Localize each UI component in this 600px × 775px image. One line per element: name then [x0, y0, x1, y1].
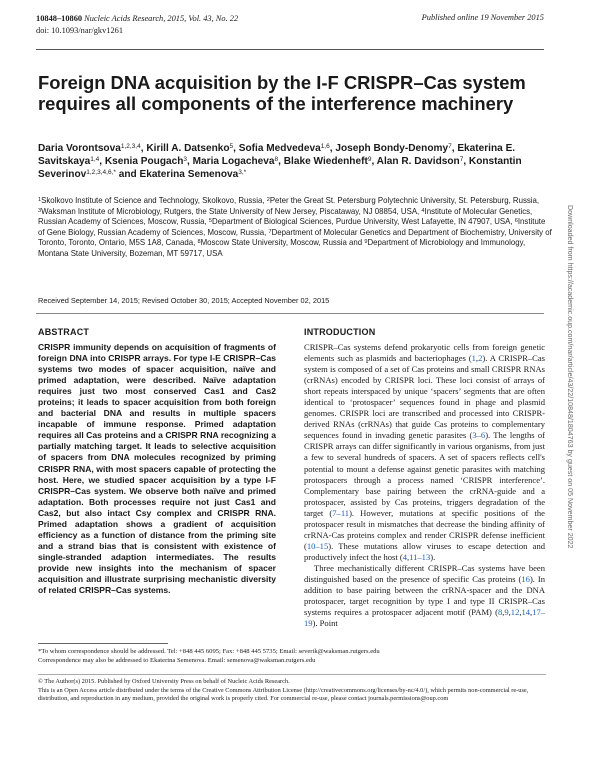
- text-run: ,: [407, 551, 410, 562]
- author-name: Maria Logacheva: [192, 156, 275, 168]
- affiliations: [38, 196, 553, 260]
- author-affiliation-marker: 1,2,3,4,6,*: [86, 169, 116, 177]
- received-dates: Received September 14, 2015; Revised October 30, 2015; Accepted November 02, 2015: [38, 296, 330, 305]
- author-name: Ekaterina Semenova: [139, 169, 239, 181]
- text-run: ,: [519, 607, 522, 618]
- copyright-line: © The Author(s) 2015. Published by Oxford University Press on behalf of Nucleic Acids Research.: [38, 678, 290, 685]
- author-separator: and: [115, 169, 140, 181]
- page-range: 10848–10860: [36, 14, 83, 23]
- introduction-text: [304, 342, 545, 629]
- affiliation-text: Department of Microbiology and Immunology, Montana State University, Bozeman, MT 59717, USA: [38, 238, 526, 258]
- article-title: Foreign DNA acquisition by the I-F CRISPR–Cas system requires all components of the interference machinery: [38, 72, 526, 114]
- affiliation-number: 6: [514, 218, 518, 225]
- affiliation-text: Waksman Institute of Microbiology, Rutgers, the State University of New Jersey, Piscataway, NJ 08854, USA,: [41, 206, 422, 216]
- reference-link[interactable]: 3–6: [472, 430, 486, 441]
- author-affiliation-marker: 9: [367, 156, 372, 164]
- text-run: Three mechanistically different CRISPR–Cas systems have been distinguished based on the presence of specific Cas proteins (: [304, 562, 545, 584]
- author-name: Joseph Bondy-Denomy: [335, 143, 449, 154]
- affiliation-text: Department of Molecular Genetics and Department of Biochemistry, University of Toronto, Toronto, Ontario, M5S 1A8, Canada,: [38, 227, 552, 248]
- text-run: ,: [502, 607, 505, 618]
- reference-link[interactable]: 11–13: [409, 551, 431, 562]
- author-separator: ,: [233, 143, 239, 154]
- text-run: ). In addition to base pairing between the crRNA-spacer and the DNA protospacer, target recognition by type I and type II CRISPR–Cas systems requires a protospacer adjacent motif (PAM) (: [304, 573, 545, 618]
- reference-link[interactable]: 12: [510, 607, 520, 618]
- affiliation-number: 5: [208, 218, 213, 225]
- text-run: ,: [508, 607, 511, 618]
- author-affiliation-marker: 1,6: [320, 143, 330, 150]
- reference-link[interactable]: 1: [471, 353, 476, 364]
- author-name: Kirill A. Datsenko: [146, 143, 230, 154]
- reference-link[interactable]: 17–19: [304, 607, 545, 629]
- copyright-divider: [38, 674, 546, 675]
- author-separator: ,: [99, 156, 105, 168]
- affiliation-text: Institute of Molecular Genetics, Russian Academy of Sciences, Moscow, Russia,: [38, 206, 533, 227]
- affiliation-text: Moscow State University, Moscow, Russia and: [200, 238, 365, 248]
- journal-citation: Nucleic Acids Research, 2015, Vol. 43, No. 22: [84, 14, 239, 23]
- author-name: Sofia Medvedeva: [238, 143, 321, 154]
- text-run: ,: [530, 607, 533, 618]
- affiliation-number: 3: [38, 207, 42, 214]
- abstract-text: CRISPR immunity depends on acquisition of fragments of foreign DNA into CRISPR arrays. For type I-E CRISPR–Cas systems two modes of spacer acquisition, naïve and primed adaptation, were described. Naïve adaptation requires just two most conserved Cas1 and Cas2 proteins; it leads to spacer acquisition from both foreign and bacterial DNA and results in multiple spacers incapable of immune response. Primed adaptation requires all Cas proteins and a CRISPR RNA recognizing a partially matching target. It leads to selective acquisition of spacers from DNA molecules recognized by priming CRISPR RNA, with most spacers capable of protecting the host. Here, we studied spacer acquisition by a type I-F CRISPR–Cas system. We observe both naïve and primed adaptation. Both processes require not just Cas1 and Cas2, but also intact Csy complex and CRISPR RNA. Primed adaptation shows a gradient of acquisition efficiency as a function of distance from the priming site and a strand bias that is consistent with existence of single-stranded adaption intermediates. The results provide new insights into the mechanism of spacer acquisition and illustrate surprising mechanistic diversity of related CRISPR–Cas systems.: [38, 342, 276, 596]
- download-watermark: Downloaded from https://academic.oup.com/nar/article/43/22/10848/1804763 by guest on 05 November 2022: [566, 205, 574, 549]
- text-run: ). A CRISPR–Cas system is composed of a set of Cas proteins and small CRISPR RNAs (crRNAs) encoded by CRISPR loci. These loci consist of arrays of short repeats interspaced by unique ‘spacers’ segments that are often identical to ‘protospacer’ sequences found in phage and plasmid genomes. CRISPR loci are transcribed and processed into CRISPR-derived RNAs (crRNAs) that guide Cas proteins to complementary sequences found in invading genetic parasites (: [304, 353, 545, 441]
- affiliation-number: 2: [266, 197, 270, 203]
- correspondence-note: [38, 647, 546, 665]
- introduction-paragraph: [304, 342, 545, 563]
- author-affiliation-marker: 7: [448, 143, 452, 150]
- author-separator: ,: [140, 143, 147, 154]
- affiliation-number: 7: [268, 228, 272, 235]
- author-affiliation-marker: 1,2,3,4: [120, 143, 141, 150]
- publication-date: Published online 19 November 2015: [421, 13, 544, 22]
- correspondence-secondary: Correspondence may also be addressed to Ekaterina Semenova. Email: semenova@waksman.rutgers.edu: [38, 657, 316, 664]
- affiliation-number: 9: [364, 239, 368, 246]
- running-header: [36, 13, 238, 36]
- author-list: [38, 142, 548, 182]
- reference-link[interactable]: 7–11: [332, 507, 350, 518]
- author-separator: ,: [187, 156, 193, 168]
- affiliation-text: Skolkovo Institute of Science and Technology, Skolkovo, Russia,: [41, 196, 267, 205]
- author-name: Konstantin Severinov: [38, 156, 522, 181]
- section-divider: [36, 313, 544, 314]
- author-affiliation-marker: 1,4: [90, 156, 100, 164]
- text-run: ). However, mutations at specific positions of the protospacer result in mismatches that decrease the binding affinity of crRNA-Cas proteins complex and render CRISPR defense inefficient (: [304, 507, 545, 551]
- author-separator: ,: [329, 143, 336, 154]
- author-affiliation-marker: 8: [274, 156, 279, 164]
- reference-link[interactable]: 10–15: [306, 540, 329, 551]
- author-separator: ,: [278, 156, 284, 168]
- reference-link[interactable]: 2: [478, 353, 483, 364]
- author-affiliation-marker: 3: [183, 156, 188, 164]
- author-name: Ekaterina E. Savitskaya: [38, 143, 516, 168]
- license-text: This is an Open Access article distributed under the terms of the Creative Commons Attribution License (http://creativecommons.org/licenses/by-nc/4.0/), which permits non-commercial re-use, distribution, and reproduction in any medium, provided the original work is properly cited. For commercial re-use, please contact journals.permissions@oup.com: [38, 686, 529, 703]
- author-affiliation-marker: 5: [229, 143, 234, 150]
- abstract-heading: ABSTRACT: [38, 327, 90, 337]
- affiliation-number: 4: [421, 207, 425, 214]
- copyright-notice: [38, 678, 548, 704]
- introduction-paragraph: [304, 563, 545, 629]
- reference-link[interactable]: 9: [504, 607, 509, 618]
- affiliation-text: Institute of Gene Biology, Russian Academy of Sciences, Moscow, Russia,: [38, 217, 546, 237]
- affiliation-text: Department of Biological Sciences, Purdue University, West Lafayette, IN 47907, USA,: [212, 217, 515, 227]
- author-name: Daria Vorontsova: [38, 143, 121, 154]
- affiliation-number: 8: [197, 239, 201, 246]
- reference-link[interactable]: 14: [521, 607, 531, 618]
- text-run: ). Point: [312, 618, 338, 629]
- affiliation-number: 1: [38, 197, 42, 203]
- author-separator: ,: [451, 143, 458, 154]
- doi[interactable]: doi: 10.1093/nar/gkv1261: [36, 25, 124, 35]
- introduction-heading: INTRODUCTION: [304, 327, 376, 337]
- text-run: ,: [475, 353, 479, 364]
- text-run: ). These mutations allow viruses to escape detection and productively infect the host (: [304, 540, 545, 562]
- correspondence-primary: *To whom correspondence should be addressed. Tel: +848 445 6095; Fax: +848 445 5735; Email: severik@waksman.rutgers.edu: [38, 648, 380, 655]
- author-affiliation-marker: 3,*: [238, 169, 247, 177]
- author-separator: ,: [463, 156, 469, 168]
- footnote-divider: [38, 643, 168, 644]
- author-name: Ksenia Pougach: [104, 156, 184, 168]
- affiliation-text: Peter the Great St. Petersburg Polytechnic University, St. Petersburg, Russia,: [269, 196, 540, 205]
- author-name: Alan R. Davidson: [376, 156, 460, 168]
- author-separator: ,: [371, 156, 377, 168]
- author-name: Blake Wiedenheft: [283, 156, 368, 168]
- reference-link[interactable]: 8: [497, 607, 503, 618]
- text-run: CRISPR–Cas systems defend prokaryotic cells from foreign genetic elements such as plasmids and bacteriophages (: [304, 342, 545, 364]
- text-run: ). The lengths of CRISPR arrays can differ significantly in various organisms, from just a few to several hundreds of spacers. A set of spacers reflects cell's potential to mount a defense against genetic parasites with matching protospacers through a process named ‘CRISPR interference’. Complementary base pairing between the crRNA-guide and a protospacer, assisted by Cas proteins, triggers degradation of the target (: [304, 430, 546, 518]
- text-run: ).: [430, 551, 436, 562]
- reference-link[interactable]: 16: [521, 573, 530, 584]
- reference-link[interactable]: 4: [402, 551, 408, 562]
- author-affiliation-marker: 7: [459, 156, 464, 164]
- header-divider: [36, 49, 544, 50]
